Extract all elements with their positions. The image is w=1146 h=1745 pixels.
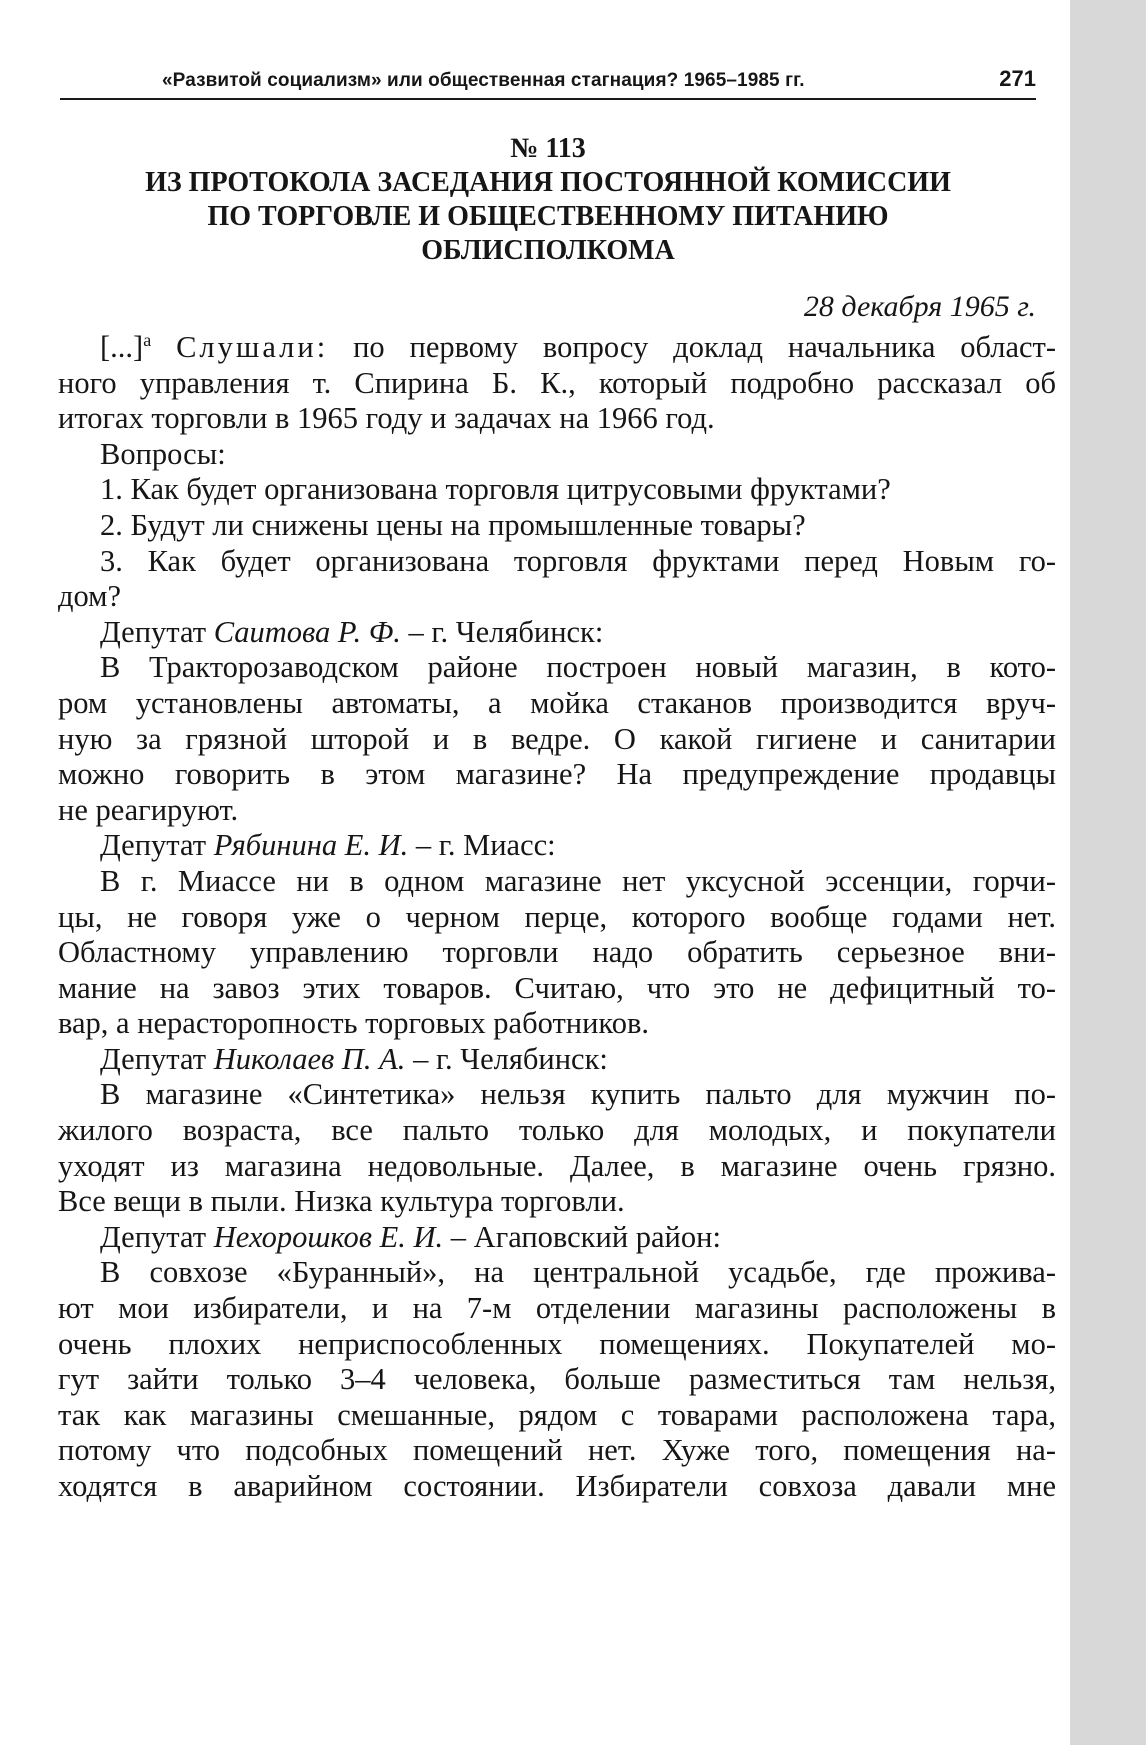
question-item: 3. Как будет организована торговля фруктами перед Новым го- <box>100 543 1056 578</box>
paragraph-line: В Тракторозаводском районе построен новый магазин, в кото- <box>100 650 1056 685</box>
deputy-prefix: Депутат <box>100 1041 214 1076</box>
document-heading <box>60 132 1036 268</box>
deputy-place: – г. Миасс: <box>408 828 556 863</box>
editorial-ellipsis: [...] <box>100 330 144 364</box>
document-date: 28 декабря 1965 г. <box>803 290 1036 323</box>
paragraph-line: потому что подсобных помещений нет. Хуже того, помещения на- <box>58 1433 1056 1468</box>
deputy-prefix: Депутат <box>100 828 214 863</box>
deputy-name: Нехорошков Е. И. <box>213 1219 444 1254</box>
paragraph-line: цы, не говоря уже о черном перце, которого вообще годами нет. <box>58 899 1056 934</box>
facing-page-bleed <box>1070 0 1146 1745</box>
deputy-heading <box>58 828 1056 864</box>
paragraph-line: ходятся в аварийном состоянии. Избиратели совхоза давали мне <box>58 1469 1056 1503</box>
document-title-line: ПО ТОРГОВЛЕ И ОБЩЕСТВЕННОМУ ПИТАНИЮ <box>207 201 889 232</box>
footnote-marker: а <box>143 329 152 350</box>
text-run: по первому вопросу доклад начальника област- <box>328 330 1057 364</box>
question-item: 1. Как будет организована торговля цитрусовыми фруктами? <box>100 472 891 507</box>
deputy-prefix: Депутат <box>100 614 214 649</box>
deputy-heading <box>58 1042 1056 1078</box>
paragraph-line: ют мои избиратели, и на 7-м отделении магазины расположены в <box>58 1291 1056 1326</box>
paragraph-line: гут зайти только 3–4 человека, больше разместиться там нельзя, <box>58 1362 1056 1397</box>
deputy-place: – г. Челябинск: <box>405 1041 608 1076</box>
paragraph-line: жилого возраста, все пальто только для молодых, и покупатели <box>58 1113 1056 1148</box>
paragraph-line <box>58 330 1056 366</box>
deputy-name: Николаев П. А. <box>213 1041 406 1076</box>
paragraph-line: Все вещи в пыли. Низка культура торговли. <box>58 1184 625 1219</box>
paragraph-line: итогах торговли в 1965 году и задачах на 1966 год. <box>58 401 715 436</box>
paragraph-line: мание на завоз этих товаров. Считаю, что это не дефицитный то- <box>58 970 1056 1005</box>
running-head-title: «Развитой социализм» или общественная стагнация? 1965–1985 гг. <box>162 70 805 91</box>
paragraph-line: В г. Миассе ни в одном магазине нет уксусной эссенции, горчи- <box>100 863 1056 898</box>
document-title-line: ОБЛИСПОЛКОМА <box>421 235 675 266</box>
deputy-place: – Агаповский район: <box>443 1219 721 1254</box>
paragraph-line: В магазине «Синтетика» нельзя купить пальто для мужчин по- <box>100 1077 1056 1112</box>
document-number: № 113 <box>510 133 586 164</box>
paragraph-line: вар, а нерасторопность торговых работников. <box>58 1006 649 1041</box>
questions-label: Вопросы: <box>100 436 226 471</box>
deputy-place: – г. Челябинск: <box>400 614 604 649</box>
paragraph-line: очень плохих неприспособленных помещениях. Покупателей мо- <box>58 1326 1056 1361</box>
document-body <box>58 330 1056 1505</box>
paragraph-line: так как магазины смешанные, рядом с товарами расположена тара, <box>58 1397 1056 1432</box>
deputy-name: Рябинина Е. И. <box>213 828 409 863</box>
paragraph-line: Областному управлению торговли надо обратить серьезное вни- <box>58 935 1056 970</box>
deputy-heading <box>58 615 1056 651</box>
paragraph-line: В совхозе «Буранный», на центральной усадьбе, где прожива- <box>100 1255 1056 1290</box>
document-title-line: ИЗ ПРОТОКОЛА ЗАСЕДАНИЯ ПОСТОЯННОЙ КОМИССИИ <box>145 167 951 198</box>
paragraph-line: ром установлены автоматы, а мойка стаканов производится вруч- <box>58 685 1056 720</box>
deputy-prefix: Депутат <box>100 1219 214 1254</box>
paragraph-line: можно говорить в этом магазине? На предупреждение продавцы <box>58 757 1056 792</box>
question-item: 2. Будут ли снижены цены на промышленные товары? <box>100 507 806 542</box>
paragraph-line: ного управления т. Спирина Б. К., который подробно рассказал об <box>58 365 1056 400</box>
paragraph-line: не реагируют. <box>58 792 239 827</box>
heard-label: Слушали: <box>176 330 329 364</box>
page-number: 271 <box>999 66 1036 91</box>
paragraph-line: ную за грязной шторой и в ведре. О какой гигиене и санитарии <box>58 721 1056 756</box>
deputy-name: Саитова Р. Ф. <box>213 614 401 649</box>
deputy-heading <box>58 1220 1056 1256</box>
question-item-continued: дом? <box>58 579 122 614</box>
running-head <box>60 58 1036 100</box>
paragraph-line: уходят из магазина недовольные. Далее, в магазине очень грязно. <box>58 1148 1056 1183</box>
